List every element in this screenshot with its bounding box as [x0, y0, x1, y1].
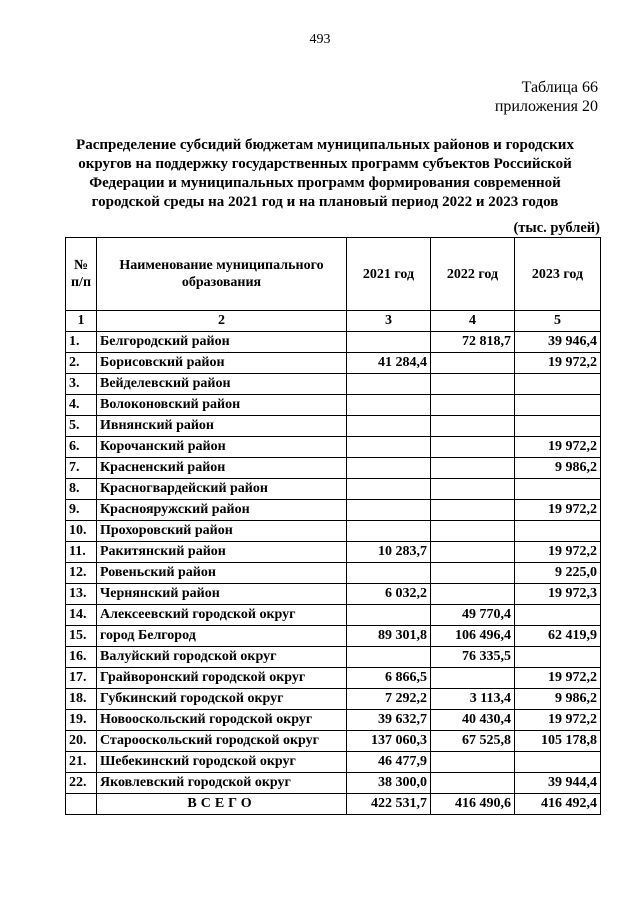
total-row	[66, 794, 601, 815]
row-value-2021: 38 300,0	[347, 773, 431, 794]
row-value-2021	[347, 647, 431, 668]
table-row	[66, 479, 601, 500]
row-name: Прохоровский район	[97, 521, 347, 542]
row-value-2022	[431, 395, 515, 416]
subsidy-table	[65, 237, 601, 815]
row-value-2021: 89 301,8	[347, 626, 431, 647]
row-value-2022	[431, 563, 515, 584]
row-number: 22.	[66, 773, 97, 794]
row-value-2022	[431, 374, 515, 395]
row-value-2023	[515, 521, 601, 542]
row-value-2022	[431, 773, 515, 794]
header-name: Наименование муниципального образования	[97, 238, 347, 311]
column-number: 1	[66, 311, 97, 332]
row-value-2022: 40 430,4	[431, 710, 515, 731]
row-value-2021	[347, 479, 431, 500]
row-number: 6.	[66, 437, 97, 458]
row-number: 12.	[66, 563, 97, 584]
row-value-2021	[347, 395, 431, 416]
row-value-2021	[347, 521, 431, 542]
row-value-2023: 62 419,9	[515, 626, 601, 647]
total-2022: 416 490,6	[431, 794, 515, 815]
header-2023: 2023 год	[515, 238, 601, 311]
row-value-2023	[515, 752, 601, 773]
row-value-2021	[347, 416, 431, 437]
row-number: 14.	[66, 605, 97, 626]
table-row	[66, 689, 601, 710]
total-2023: 416 492,4	[515, 794, 601, 815]
row-value-2023: 19 972,2	[515, 668, 601, 689]
row-value-2022	[431, 353, 515, 374]
table-reference-line1: Таблица 66	[521, 79, 598, 96]
row-value-2021	[347, 437, 431, 458]
row-name: Яковлевский городской округ	[97, 773, 347, 794]
row-value-2023: 9 225,0	[515, 563, 601, 584]
row-value-2022	[431, 752, 515, 773]
row-number: 10.	[66, 521, 97, 542]
row-value-2023: 19 972,3	[515, 584, 601, 605]
table-header-row	[66, 238, 601, 311]
total-2021: 422 531,7	[347, 794, 431, 815]
table-row	[66, 668, 601, 689]
row-number: 3.	[66, 374, 97, 395]
row-value-2023: 9 986,2	[515, 689, 601, 710]
row-value-2022	[431, 668, 515, 689]
row-name: Чернянский район	[97, 584, 347, 605]
table-row	[66, 542, 601, 563]
column-number: 2	[97, 311, 347, 332]
column-number: 3	[347, 311, 431, 332]
row-value-2022	[431, 542, 515, 563]
row-number: 13.	[66, 584, 97, 605]
table-row	[66, 563, 601, 584]
row-number: 18.	[66, 689, 97, 710]
table-row	[66, 416, 601, 437]
row-number: 7.	[66, 458, 97, 479]
row-value-2021	[347, 374, 431, 395]
row-value-2021: 6 866,5	[347, 668, 431, 689]
row-value-2022: 72 818,7	[431, 332, 515, 353]
row-value-2021	[347, 563, 431, 584]
table-row	[66, 647, 601, 668]
row-value-2021	[347, 500, 431, 521]
row-number: 4.	[66, 395, 97, 416]
row-name: Белгородский район	[97, 332, 347, 353]
row-value-2023: 39 946,4	[515, 332, 601, 353]
row-value-2023: 19 972,2	[515, 500, 601, 521]
row-value-2023: 19 972,2	[515, 542, 601, 563]
row-number: 8.	[66, 479, 97, 500]
row-value-2021: 7 292,2	[347, 689, 431, 710]
row-value-2021: 6 032,2	[347, 584, 431, 605]
row-value-2022	[431, 500, 515, 521]
row-value-2022: 67 525,8	[431, 731, 515, 752]
row-value-2023: 39 944,4	[515, 773, 601, 794]
table-row	[66, 374, 601, 395]
table-row	[66, 353, 601, 374]
row-number: 9.	[66, 500, 97, 521]
row-name: Губкинский городской округ	[97, 689, 347, 710]
row-value-2023	[515, 374, 601, 395]
row-name: Корочанский район	[97, 437, 347, 458]
row-name: Ровеньский район	[97, 563, 347, 584]
row-value-2023	[515, 395, 601, 416]
row-value-2021: 10 283,7	[347, 542, 431, 563]
row-value-2022: 49 770,4	[431, 605, 515, 626]
row-value-2022: 3 113,4	[431, 689, 515, 710]
row-value-2023	[515, 647, 601, 668]
column-number-row	[66, 311, 601, 332]
table-reference-line2: приложения 20	[494, 98, 598, 115]
row-value-2023: 9 986,2	[515, 458, 601, 479]
row-number: 16.	[66, 647, 97, 668]
header-2022: 2022 год	[431, 238, 515, 311]
row-value-2021	[347, 605, 431, 626]
row-value-2023: 19 972,2	[515, 710, 601, 731]
row-name: Волоконовский район	[97, 395, 347, 416]
row-value-2022	[431, 416, 515, 437]
row-number: 21.	[66, 752, 97, 773]
table-reference	[495, 78, 598, 116]
row-number: 15.	[66, 626, 97, 647]
row-name: Старооскольский городской округ	[97, 731, 347, 752]
row-name: Грайворонский городской округ	[97, 668, 347, 689]
column-number: 4	[431, 311, 515, 332]
row-name: Красненский район	[97, 458, 347, 479]
row-value-2023: 19 972,2	[515, 353, 601, 374]
row-name: Алексеевский городской округ	[97, 605, 347, 626]
row-name: город Белгород	[97, 626, 347, 647]
row-value-2023: 105 178,8	[515, 731, 601, 752]
table-row	[66, 584, 601, 605]
row-number: 20.	[66, 731, 97, 752]
table-row	[66, 626, 601, 647]
row-value-2023	[515, 605, 601, 626]
row-number: 2.	[66, 353, 97, 374]
row-value-2022	[431, 521, 515, 542]
row-value-2022	[431, 458, 515, 479]
row-name: Ивнянский район	[97, 416, 347, 437]
table-row	[66, 605, 601, 626]
row-value-2021: 41 284,4	[347, 353, 431, 374]
row-value-2022	[431, 584, 515, 605]
row-number: 11.	[66, 542, 97, 563]
row-value-2022: 106 496,4	[431, 626, 515, 647]
table-row	[66, 752, 601, 773]
table-row	[66, 731, 601, 752]
row-name: Шебекинский городской округ	[97, 752, 347, 773]
row-number: 1.	[66, 332, 97, 353]
row-value-2023: 19 972,2	[515, 437, 601, 458]
page-number: 493	[309, 32, 331, 47]
row-value-2022	[431, 437, 515, 458]
row-value-2021	[347, 332, 431, 353]
column-number: 5	[515, 311, 601, 332]
header-2021: 2021 год	[347, 238, 431, 311]
row-value-2022: 76 335,5	[431, 647, 515, 668]
row-name: Валуйский городской округ	[97, 647, 347, 668]
table-row	[66, 521, 601, 542]
table-row	[66, 500, 601, 521]
row-name: Ракитянский район	[97, 542, 347, 563]
row-value-2021	[347, 458, 431, 479]
total-label: ВСЕГО	[97, 794, 347, 815]
table-row	[66, 437, 601, 458]
table-row	[66, 395, 601, 416]
row-value-2021: 46 477,9	[347, 752, 431, 773]
row-name: Краснояружский район	[97, 500, 347, 521]
row-number: 5.	[66, 416, 97, 437]
table-row	[66, 458, 601, 479]
row-name: Новооскольский городской округ	[97, 710, 347, 731]
table-row	[66, 773, 601, 794]
total-no-cell	[66, 794, 97, 815]
row-number: 17.	[66, 668, 97, 689]
table-row	[66, 710, 601, 731]
row-value-2021: 137 060,3	[347, 731, 431, 752]
header-no: № п/п	[66, 238, 97, 311]
row-value-2021: 39 632,7	[347, 710, 431, 731]
row-name: Красногвардейский район	[97, 479, 347, 500]
units-label: (тыс. рублей)	[513, 220, 600, 236]
row-value-2023	[515, 416, 601, 437]
row-value-2022	[431, 479, 515, 500]
row-value-2023	[515, 479, 601, 500]
row-name: Борисовский район	[97, 353, 347, 374]
row-number: 19.	[66, 710, 97, 731]
table-row	[66, 332, 601, 353]
row-name: Вейделевский район	[97, 374, 347, 395]
document-title: Распределение субсидий бюджетам муниципальных районов и городских округов на поддержку государственных программ субъектов Российской Федерации и муниципальных программ формирования современной городской среды на 2021 год и на плановый период 2022 и 2023 годов	[76, 137, 574, 210]
